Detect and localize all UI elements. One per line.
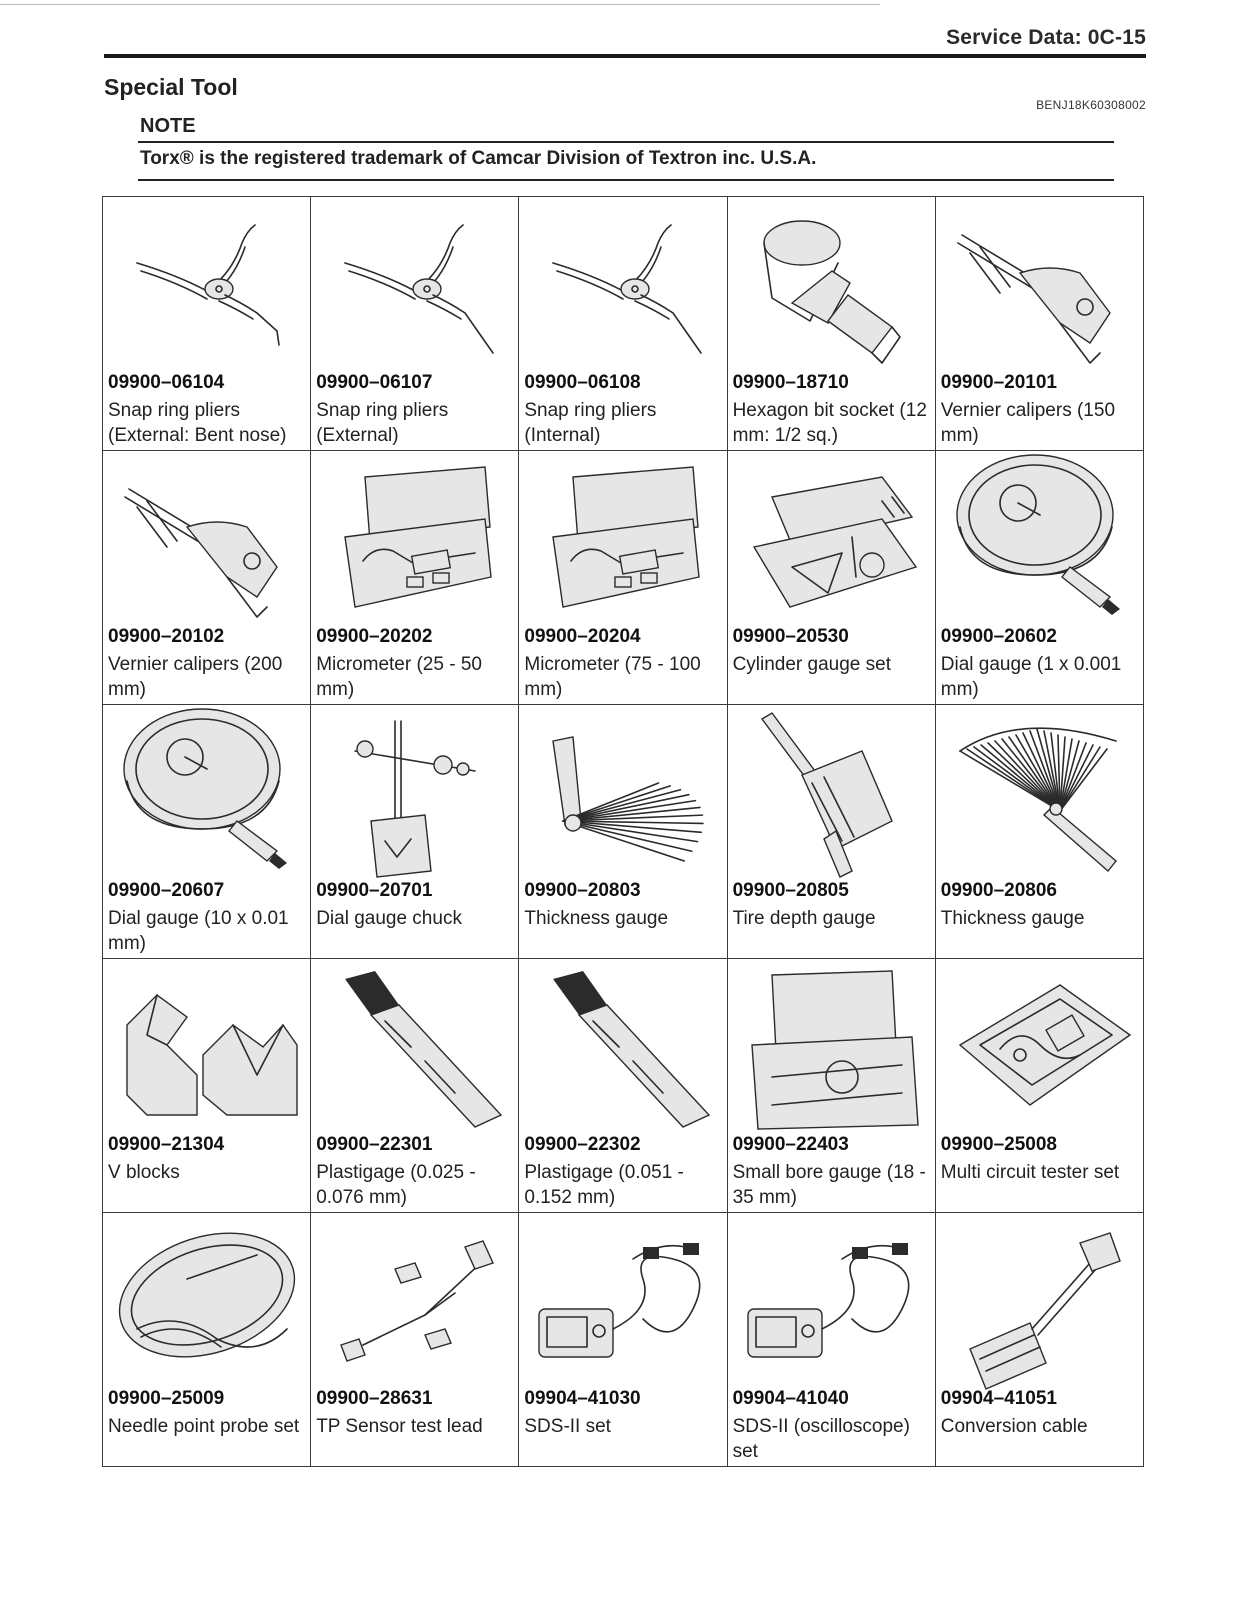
tool-cell [519, 959, 727, 1213]
tool-part-number: 09900–20102 [108, 626, 225, 647]
tool-part-number: 09900–06108 [524, 372, 641, 393]
conversion-cable-icon [940, 1219, 1140, 1387]
probe-case-icon [107, 1219, 307, 1387]
tool-cell [935, 451, 1143, 705]
tool-cell [727, 959, 935, 1213]
sds-unit-icon [732, 1219, 932, 1387]
tool-name: Snap ring pliers (External) [316, 400, 449, 446]
tool-name: Snap ring pliers (Internal) [524, 400, 657, 446]
table-row [103, 959, 1144, 1213]
tool-name: Dial gauge (10 x 0.01 mm) [108, 908, 289, 954]
tool-cell [935, 959, 1143, 1213]
tool-part-number: 09900–18710 [732, 372, 849, 393]
tool-cell [103, 1213, 311, 1467]
tool-part-number: 09900–22302 [524, 1134, 641, 1155]
tool-cell [727, 705, 935, 959]
tool-name: Dial gauge chuck [316, 908, 462, 929]
table-row [103, 705, 1144, 959]
tool-part-number: 09900–20204 [524, 626, 641, 647]
sds-unit-icon [523, 1219, 723, 1387]
tool-cell [103, 959, 311, 1213]
tool-name: Needle point probe set [108, 1416, 300, 1437]
depth-gauge-icon [732, 711, 932, 879]
magnetic-stand-icon [315, 711, 515, 879]
feeler-gauge-icon [523, 711, 723, 879]
tool-part-number: 09900–28631 [316, 1388, 433, 1409]
tool-part-number: 09904–41040 [732, 1388, 849, 1409]
note-text: Torx® is the registered trademark of Camcar Division of Textron inc. U.S.A. [140, 148, 817, 169]
document-code: BENJ18K60308002 [1036, 98, 1146, 112]
table-row [103, 451, 1144, 705]
tool-name: Snap ring pliers (External: Bent nose) [108, 400, 287, 446]
note-label: NOTE [140, 115, 196, 137]
caliper-icon [107, 457, 307, 625]
tool-part-number: 09900–20701 [316, 880, 433, 901]
dial-gauge-icon [107, 711, 307, 879]
tool-part-number: 09900–20806 [940, 880, 1057, 901]
v-blocks-icon [107, 965, 307, 1133]
pliers-icon [523, 203, 723, 371]
tool-cell [311, 705, 519, 959]
tool-name: SDS-II (oscilloscope) set [732, 1416, 910, 1462]
test-lead-icon [315, 1219, 515, 1387]
tool-part-number: 09900–06104 [108, 372, 225, 393]
tool-name: Micrometer (25 - 50 mm) [316, 654, 482, 700]
socket-icon [732, 203, 932, 371]
caliper-icon [940, 203, 1140, 371]
pliers-icon [315, 203, 515, 371]
tool-part-number: 09900–21304 [108, 1134, 225, 1155]
tool-name: Conversion cable [940, 1416, 1088, 1437]
special-tool-table [102, 196, 1144, 1467]
tool-cell [311, 197, 519, 451]
tool-cell [935, 705, 1143, 959]
tester-case-icon [940, 965, 1140, 1133]
tool-name: Thickness gauge [940, 908, 1085, 929]
tool-part-number: 09900–22301 [316, 1134, 433, 1155]
tool-cell [311, 959, 519, 1213]
tool-cell [727, 451, 935, 705]
top-edge-rule [0, 4, 880, 5]
micrometer-case-icon [523, 457, 723, 625]
tool-part-number: 09900–20101 [940, 372, 1057, 393]
tool-name: Multi circuit tester set [940, 1162, 1120, 1183]
dial-gauge-icon [940, 457, 1140, 625]
tool-cell [727, 197, 935, 451]
tool-part-number: 09900–22403 [732, 1134, 849, 1155]
note-divider-bottom [138, 179, 1114, 181]
tool-name: Tire depth gauge [732, 908, 876, 929]
plastigage-icon [523, 965, 723, 1133]
plastigage-icon [315, 965, 515, 1133]
tool-part-number: 09900–20530 [732, 626, 849, 647]
note-divider-top [138, 141, 1114, 143]
tool-cell [727, 1213, 935, 1467]
tool-cell [311, 1213, 519, 1467]
tool-name: Vernier calipers (200 mm) [108, 654, 283, 700]
tool-part-number: 09900–25009 [108, 1388, 225, 1409]
table-row [103, 1213, 1144, 1467]
tool-name: TP Sensor test lead [316, 1416, 483, 1437]
micrometer-case-icon [315, 457, 515, 625]
tool-name: Small bore gauge (18 - 35 mm) [732, 1162, 926, 1208]
tool-name: V blocks [108, 1162, 180, 1183]
tool-cell [519, 705, 727, 959]
section-title: Special Tool [104, 74, 238, 100]
tool-part-number: 09900–20805 [732, 880, 849, 901]
tool-cell [311, 451, 519, 705]
tool-part-number: 09904–41051 [940, 1388, 1057, 1409]
bore-gauge-case-icon [732, 965, 932, 1133]
tool-part-number: 09900–20202 [316, 626, 433, 647]
tool-cell [935, 197, 1143, 451]
header-divider [104, 54, 1146, 58]
gauge-set-case-icon [732, 457, 932, 625]
table-row [103, 197, 1144, 451]
tool-part-number: 09900–06107 [316, 372, 433, 393]
page-header-title: Service Data: 0C-15 [946, 26, 1146, 49]
feeler-gauge-icon [940, 711, 1140, 879]
tool-cell [103, 197, 311, 451]
pliers-icon [107, 203, 307, 371]
tool-name: Plastigage (0.051 - 0.152 mm) [524, 1162, 684, 1208]
tool-cell [519, 451, 727, 705]
tool-name: Plastigage (0.025 - 0.076 mm) [316, 1162, 476, 1208]
tool-part-number: 09900–25008 [940, 1134, 1057, 1155]
tool-cell [519, 197, 727, 451]
tool-cell [103, 451, 311, 705]
tool-cell [935, 1213, 1143, 1467]
tool-cell [519, 1213, 727, 1467]
tool-name: Cylinder gauge set [732, 654, 891, 675]
tool-part-number: 09900–20602 [940, 626, 1057, 647]
tool-part-number: 09900–20803 [524, 880, 641, 901]
tool-part-number: 09904–41030 [524, 1388, 641, 1409]
tool-name: Thickness gauge [524, 908, 669, 929]
tool-name: SDS-II set [524, 1416, 611, 1437]
tool-name: Hexagon bit socket (12 mm: 1/2 sq.) [732, 400, 927, 446]
tool-name: Dial gauge (1 x 0.001 mm) [940, 654, 1122, 700]
tool-name: Vernier calipers (150 mm) [940, 400, 1116, 446]
tool-part-number: 09900–20607 [108, 880, 225, 901]
tool-name: Micrometer (75 - 100 mm) [524, 654, 701, 700]
tool-cell [103, 705, 311, 959]
